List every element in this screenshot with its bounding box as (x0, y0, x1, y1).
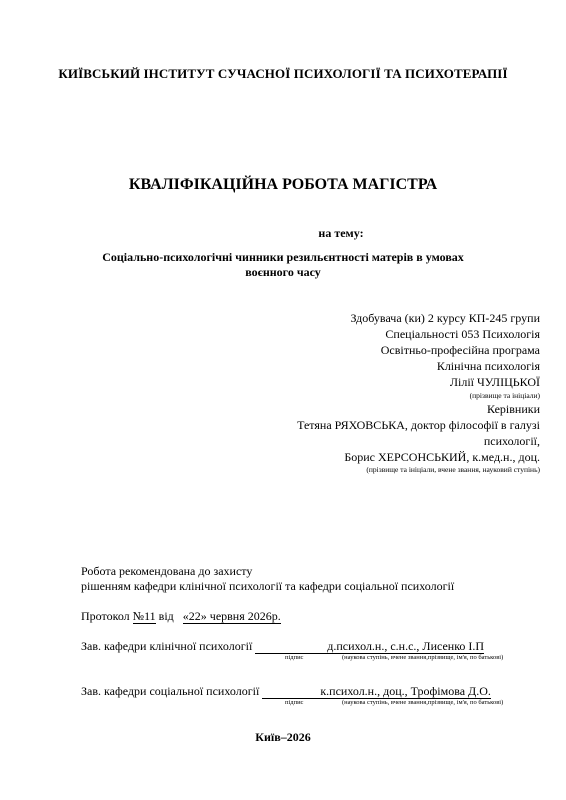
supervisor-line-3: Борис ХЕРСОНСЬКИЙ, к.мед.н., доц. (344, 450, 540, 464)
supervisors-note: (прізвище та ініціали, вчене звання, науковий ступінь) (366, 465, 540, 474)
head-social-label: Зав. кафедри соціальної психології (81, 684, 263, 698)
institute-name: КИЇВСЬКИЙ ІНСТИТУТ СУЧАСНОЇ ПСИХОЛОГІЇ ТА ПСИХОТЕРАПІЇ (58, 66, 508, 81)
head-social-line (81, 684, 491, 699)
topic-label: на тему: (318, 226, 364, 240)
head-clinical-line (81, 639, 484, 654)
protocol-from: від (155, 609, 183, 623)
protocol-number: №11 (132, 609, 156, 623)
head-clinical-signature-line (255, 641, 327, 654)
head-social-value-note: (наукова ступінь, вчене звання,прізвище, ім'я, по батькові) (342, 699, 504, 706)
recommendation-line-1: Робота рекомендована до захисту (81, 564, 253, 578)
head-clinical-value-note: (наукова ступінь, вчене звання,прізвище, ім'я, по батькові) (342, 654, 504, 661)
topic-title-line-1: Соціально-психологічні чинники резильєнтності матерів в умовах (102, 250, 464, 264)
student-name-note: (прізвище та ініціали) (469, 391, 540, 400)
supervisor-line-2: психології, (483, 434, 540, 448)
student-program: Освітньо-професійна програма (380, 343, 540, 357)
protocol-line (81, 609, 281, 624)
head-social-sign-note: підпис (285, 699, 304, 706)
recommendation-line-2: рішенням кафедри клінічної психології та кафедри соціальної психології (81, 579, 455, 593)
supervisors-heading: Керівники (487, 402, 540, 416)
head-clinical-sign-note: підпис (285, 654, 304, 661)
head-social-signature-line (262, 686, 320, 699)
student-course-group: Здобувача (ки) 2 курсу КП-245 групи (350, 311, 540, 325)
head-clinical-label: Зав. кафедри клінічної психології (81, 639, 256, 653)
student-specialty: Спеціальності 053 Психологія (385, 327, 540, 341)
protocol-label: Протокол (81, 609, 133, 623)
head-social-value: к.психол.н., доц., Трофімова Д.О. (320, 684, 491, 698)
supervisor-line-1: Тетяна РЯХОВСЬКА, доктор філософії в галузі (297, 418, 540, 432)
city-year: Київ–2026 (255, 730, 311, 744)
topic-title-line-2: воєнного часу (245, 265, 321, 279)
document-type: КВАЛІФІКАЦІЙНА РОБОТА МАГІСТРА (128, 176, 438, 193)
head-clinical-value: д.психол.н., с.н.с., Лисенко І.П (327, 639, 485, 653)
student-name: Лілії ЧУЛІЦЬКОЇ (449, 375, 540, 389)
protocol-date: «22» червня 2026р. (182, 609, 281, 623)
student-program-name: Клінічна психологія (436, 359, 540, 373)
